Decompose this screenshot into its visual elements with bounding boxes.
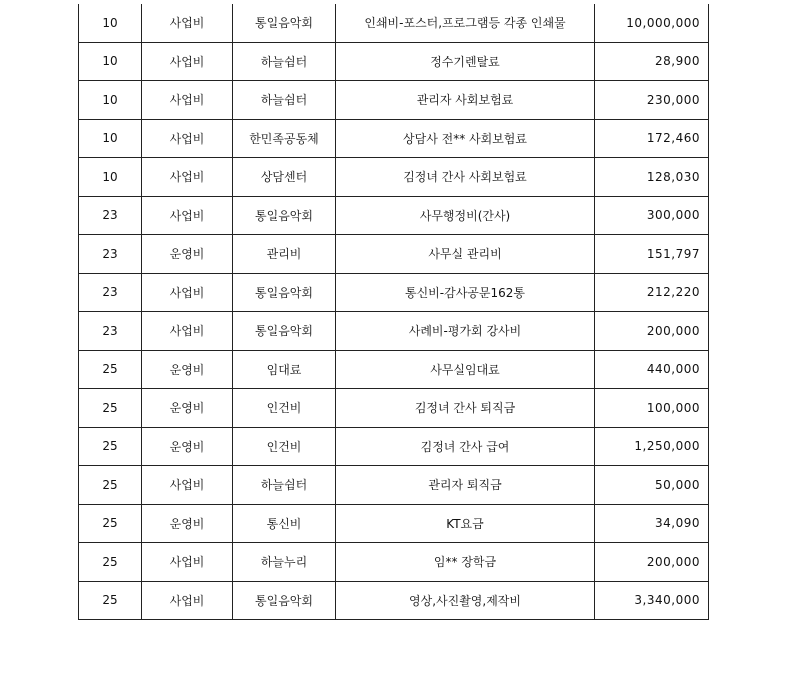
amount-cell: 200,000: [595, 312, 709, 351]
table-row: [79, 42, 709, 81]
table-row: [79, 466, 709, 505]
day-cell: 25: [79, 504, 142, 543]
category-cell: 사업비: [142, 543, 233, 582]
amount-cell: 3,340,000: [595, 581, 709, 620]
account-cell: 임대료: [233, 350, 336, 389]
day-cell: 23: [79, 235, 142, 274]
description-cell: 상담사 전** 사회보험료: [336, 119, 595, 158]
amount-cell: 172,460: [595, 119, 709, 158]
category-cell: 사업비: [142, 119, 233, 158]
account-cell: 통일음악회: [233, 4, 336, 42]
amount-cell: 200,000: [595, 543, 709, 582]
table-row: [79, 312, 709, 351]
category-cell: 사업비: [142, 42, 233, 81]
description-cell: 정수기렌탈료: [336, 42, 595, 81]
description-cell: 관리자 사회보험료: [336, 81, 595, 120]
amount-cell: 300,000: [595, 196, 709, 235]
description-cell: 인쇄비-포스터,프로그램등 각종 인쇄물: [336, 4, 595, 42]
account-cell: 관리비: [233, 235, 336, 274]
day-cell: 23: [79, 273, 142, 312]
table-row: [79, 581, 709, 620]
amount-cell: 128,030: [595, 158, 709, 197]
description-cell: 통신비-감사공문162통: [336, 273, 595, 312]
amount-cell: 230,000: [595, 81, 709, 120]
description-cell: 사무행정비(간사): [336, 196, 595, 235]
table-row: [79, 196, 709, 235]
account-cell: 하늘쉼터: [233, 42, 336, 81]
category-cell: 사업비: [142, 4, 233, 42]
account-cell: 하늘쉼터: [233, 81, 336, 120]
account-cell: 상담센터: [233, 158, 336, 197]
description-cell: 임** 장학금: [336, 543, 595, 582]
day-cell: 10: [79, 158, 142, 197]
account-cell: 하늘쉼터: [233, 466, 336, 505]
account-cell: 통일음악회: [233, 312, 336, 351]
table-row: [79, 389, 709, 428]
expense-ledger-table: [78, 4, 709, 620]
account-cell: 통일음악회: [233, 273, 336, 312]
category-cell: 운영비: [142, 350, 233, 389]
account-cell: 하늘누리: [233, 543, 336, 582]
amount-cell: 50,000: [595, 466, 709, 505]
amount-cell: 1,250,000: [595, 427, 709, 466]
day-cell: 25: [79, 581, 142, 620]
day-cell: 25: [79, 427, 142, 466]
category-cell: 사업비: [142, 466, 233, 505]
amount-cell: 34,090: [595, 504, 709, 543]
table-row: [79, 504, 709, 543]
day-cell: 10: [79, 4, 142, 42]
description-cell: 관리자 퇴직금: [336, 466, 595, 505]
account-cell: 인건비: [233, 389, 336, 428]
account-cell: 한민족공동체: [233, 119, 336, 158]
description-cell: 사무실 관리비: [336, 235, 595, 274]
table-row: [79, 350, 709, 389]
day-cell: 10: [79, 119, 142, 158]
amount-cell: 28,900: [595, 42, 709, 81]
day-cell: 10: [79, 42, 142, 81]
day-cell: 25: [79, 466, 142, 505]
category-cell: 운영비: [142, 235, 233, 274]
day-cell: 23: [79, 196, 142, 235]
day-cell: 25: [79, 543, 142, 582]
table-row: [79, 427, 709, 466]
category-cell: 운영비: [142, 504, 233, 543]
description-cell: 김정녀 간사 사회보험료: [336, 158, 595, 197]
description-cell: 영상,사진촬영,제작비: [336, 581, 595, 620]
account-cell: 인건비: [233, 427, 336, 466]
category-cell: 사업비: [142, 581, 233, 620]
table-row: [79, 235, 709, 274]
description-cell: 사례비-평가회 강사비: [336, 312, 595, 351]
category-cell: 운영비: [142, 427, 233, 466]
table-row: [79, 158, 709, 197]
day-cell: 25: [79, 350, 142, 389]
category-cell: 사업비: [142, 158, 233, 197]
table-row: [79, 4, 709, 42]
description-cell: 김정녀 간사 급여: [336, 427, 595, 466]
account-cell: 통일음악회: [233, 196, 336, 235]
category-cell: 운영비: [142, 389, 233, 428]
ledger-body: [79, 4, 709, 620]
table-row: [79, 543, 709, 582]
account-cell: 통일음악회: [233, 581, 336, 620]
category-cell: 사업비: [142, 81, 233, 120]
day-cell: 23: [79, 312, 142, 351]
amount-cell: 151,797: [595, 235, 709, 274]
category-cell: 사업비: [142, 196, 233, 235]
description-cell: KT요금: [336, 504, 595, 543]
account-cell: 통신비: [233, 504, 336, 543]
day-cell: 10: [79, 81, 142, 120]
amount-cell: 212,220: [595, 273, 709, 312]
table-row: [79, 81, 709, 120]
category-cell: 사업비: [142, 312, 233, 351]
day-cell: 25: [79, 389, 142, 428]
amount-cell: 10,000,000: [595, 4, 709, 42]
amount-cell: 100,000: [595, 389, 709, 428]
description-cell: 사무실임대료: [336, 350, 595, 389]
category-cell: 사업비: [142, 273, 233, 312]
table-row: [79, 273, 709, 312]
description-cell: 김정녀 간사 퇴직금: [336, 389, 595, 428]
amount-cell: 440,000: [595, 350, 709, 389]
table-row: [79, 119, 709, 158]
